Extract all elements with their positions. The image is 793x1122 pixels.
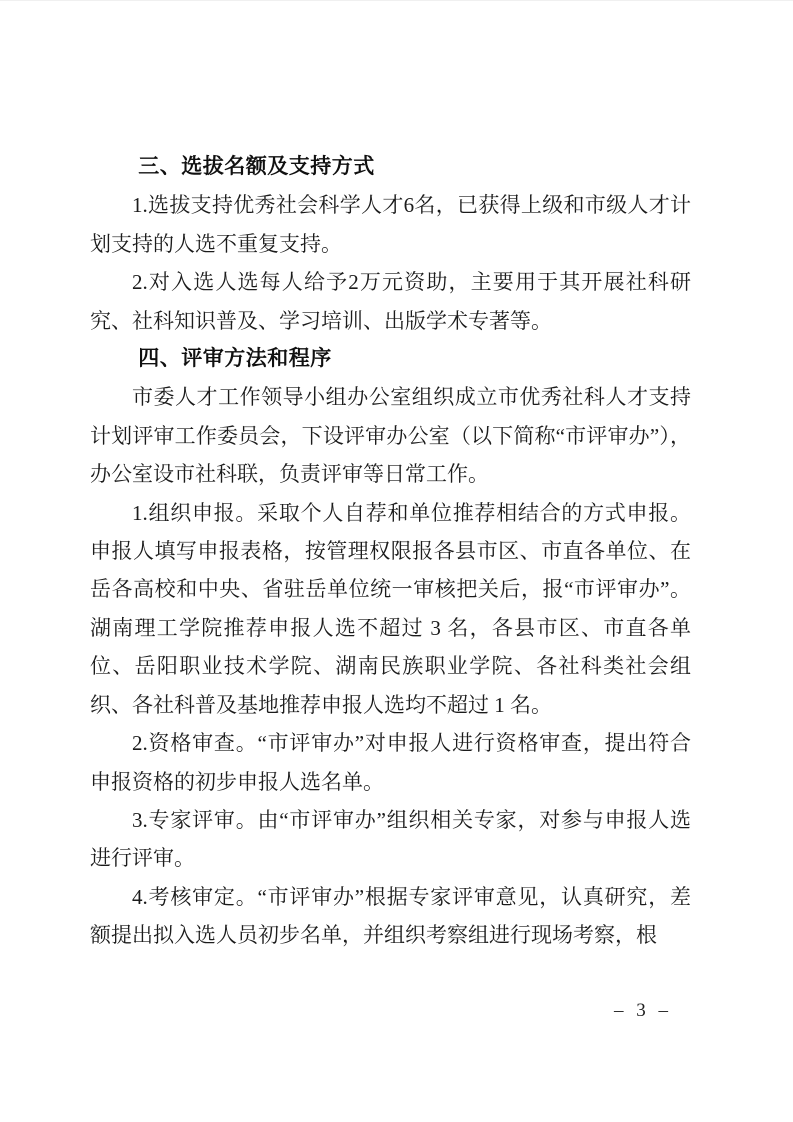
paragraph-application: 1.组织申报。采取个人自荐和单位推荐相结合的方式申报。申报人填写申报表格，按管理权限报各县市区、市直各单位、在岳各高校和中央、省驻岳单位统一审核把关后，报“市评审办”。湖南理工学院推荐申报人选不超过 3 名，各县市区、市直各单位、岳阳职业技术学院、湖南民族职业学院、各社科类社会组织、各社科普及基地推荐申报人选均不超过 1 名。 bbox=[90, 500, 691, 717]
section-heading-3: 三、选拔名额及支持方式 bbox=[138, 155, 375, 178]
paragraph-review-committee: 市委人才工作领导小组办公室组织成立市优秀社科人才支持计划评审工作委员会，下设评审办公室（以下简称“市评审办”），办公室设市社科联，负责评审等日常工作。 bbox=[90, 385, 691, 487]
section-heading-4: 四、评审方法和程序 bbox=[138, 347, 332, 371]
paragraph-selection-quota-2: 2.对入选人选每人给予2万元资助，主要用于其开展社科研究、社科知识普及、学习培训、出版学术专著等。 bbox=[90, 270, 691, 333]
paragraph-qualification-review: 2.资格审查。“市评审办”对申报人进行资格审查，提出符合申报资格的初步申报人选名单。 bbox=[90, 731, 691, 794]
document-body bbox=[90, 148, 691, 955]
page-number: – 3 – bbox=[614, 1000, 672, 1021]
paragraph-assessment: 4.考核审定。“市评审办”根据专家评审意见，认真研究，差额提出拟入选人员初步名单，并组织考察组进行现场考察，根 bbox=[90, 884, 691, 948]
paragraph-selection-quota-1: 1.选拔支持优秀社会科学人才6名，已获得上级和市级人才计划支持的人选不重复支持。 bbox=[90, 193, 691, 256]
paragraph-expert-review: 3.专家评审。由“市评审办”组织相关专家，对参与申报人选进行评审。 bbox=[90, 807, 691, 871]
